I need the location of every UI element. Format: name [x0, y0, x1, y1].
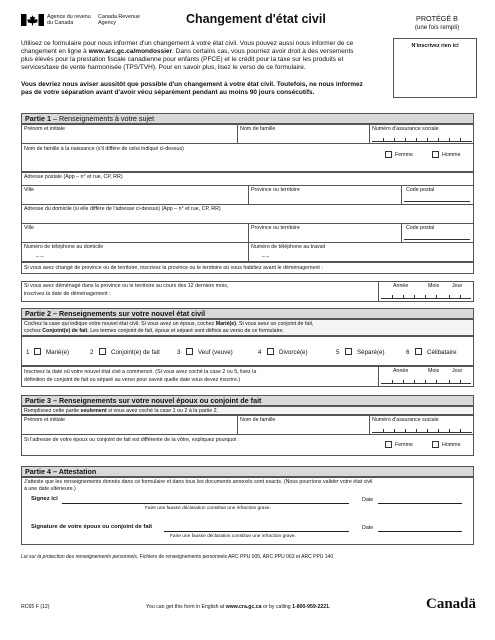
spouse-address-label: Si l'adresse de votre époux ou conjoint de fait est différente de la vôtre, expliquez pourquoi :: [24, 437, 240, 443]
part1-heading: Partie 1 – Renseignements à votre sujet: [21, 113, 474, 124]
female-label: Femme: [395, 152, 413, 158]
false-statement-2: Faire une fausse déclaration constitue une infraction grave.: [170, 534, 296, 539]
last-name-label: Nom de famille: [240, 126, 276, 132]
status-date-label-2: définition de conjoint de fait ou séparé au verso pour savoir quelle date vous devez inscrire.): [24, 377, 241, 383]
married-label: Marié(e): [46, 349, 70, 356]
part2-instructions: Cochez la case qui indique votre nouvel état civil. Si vous avez un époux, cochez Marié(e). Si vous avez un conjoint de fait, cochez Conjoint(e) de fait. Les termes conjoint de fait, époux et séparé sont définis au verso de ce formulaire.: [21, 319, 474, 336]
canada-flag-icon: [21, 14, 44, 26]
separated-checkbox[interactable]: [345, 348, 352, 355]
spouse-male-label: Homme: [442, 442, 461, 448]
notice-paragraph: Vous devriez nous aviser aussitôt que possible d'un changement à votre état civil. Toutefois, ne nous informez pas de votre séparation avant d'avoir vécu séparément pendant au moins 90 jours consécutifs.: [21, 81, 363, 96]
privacy-notice: Loi sur la protection des renseignements personnels, Fichiers de renseignements personnels ARC PPU 005, ARC PPU 063 et ARC PPU 140: [21, 554, 334, 560]
spouse-sin-input[interactable]: [372, 423, 472, 433]
status-year-label: Année: [393, 368, 409, 374]
option-1-number: 1: [26, 349, 30, 356]
province2-input[interactable]: [250, 231, 399, 240]
province-change-label: Si vous avez changé de province ou de territoire, inscrivez la province ou le territoire où vous habitiez avant le déménagement :: [24, 265, 323, 271]
widowed-checkbox[interactable]: [186, 348, 193, 355]
home-phone-label: Numéro de téléphone au domicile: [24, 244, 104, 250]
postal-code2-label: Code postal: [406, 225, 435, 231]
divorced-label: Divorcé(e): [279, 349, 308, 356]
home-phone-input[interactable]: _ _: [36, 252, 44, 258]
signature-line[interactable]: [62, 503, 349, 504]
spouse-first-name-label: Prénom et initiale: [24, 417, 65, 423]
province2-label: Province ou territoire: [251, 225, 300, 231]
spouse-sin-label: Numéro d'assurance sociale: [372, 417, 439, 423]
page-title: Changement d'état civil: [186, 12, 326, 26]
province-input[interactable]: [250, 193, 399, 202]
province-label: Province ou territoire: [251, 187, 300, 193]
spouse-date-line[interactable]: [378, 531, 462, 532]
date2-label: Date: [362, 525, 374, 531]
married-checkbox[interactable]: [34, 348, 41, 355]
attest-line-2: à une date ultérieure.): [24, 486, 76, 492]
canada-wordmark: Canadä: [426, 596, 477, 612]
city-label: Ville: [24, 187, 34, 193]
separated-label: Séparé(e): [357, 349, 385, 356]
last-name-input[interactable]: [239, 132, 367, 141]
part3-heading: Partie 3 – Renseignements sur votre nouvel époux ou conjoint de fait: [21, 395, 474, 406]
city2-label: Ville: [24, 225, 34, 231]
postal-code-label: Code postal: [406, 187, 435, 193]
status-day-label: Jour: [452, 368, 463, 374]
city2-input[interactable]: [23, 231, 246, 240]
signature-date-line[interactable]: [378, 503, 462, 504]
option-5-number: 5: [336, 349, 340, 356]
spouse-address-input[interactable]: [23, 444, 368, 454]
date-label: Date: [362, 497, 374, 503]
option-3-number: 3: [177, 349, 181, 356]
marital-status-options: [21, 336, 474, 366]
first-name-input[interactable]: [23, 132, 235, 141]
do-not-write-label: N'inscrivez rien ici: [411, 43, 459, 49]
office-use-box: [393, 38, 477, 98]
moved-label-1: Si vous avez déménagé dans la province ou le territoire au cours des 12 derniers mois,: [24, 283, 229, 289]
moved-label-2: inscrivez la date de déménagement :: [24, 291, 111, 297]
part3-instructions: Remplissez cette partie seulement si vous avez coché la case 1 ou 2 à la partie 2.: [21, 406, 474, 415]
city-input[interactable]: [23, 193, 246, 202]
spouse-female-label: Femme: [395, 442, 413, 448]
spouse-last-name-label: Nom de famille: [240, 417, 276, 423]
sign-here-label: Signez ici: [31, 496, 58, 502]
move-month-label: Mois: [428, 283, 440, 289]
postal-address-label: Adresse postale (App – n° et rue, CP, RR): [24, 174, 123, 180]
work-phone-label: Numéro de téléphone au travail: [251, 244, 325, 250]
option-2-number: 2: [90, 349, 94, 356]
english-url[interactable]: www.cra.gc.ca: [225, 604, 262, 610]
protected-label: PROTÉGÉ B: [416, 14, 458, 23]
common-law-checkbox[interactable]: [99, 348, 106, 355]
spouse-last-name-input[interactable]: [239, 423, 367, 432]
postal-code-input[interactable]: [404, 193, 470, 202]
birth-name-input[interactable]: [23, 153, 368, 162]
form-number: RC65 F (12): [21, 604, 50, 610]
postal-code2-input[interactable]: [404, 231, 470, 240]
move-year-label: Année: [393, 283, 409, 289]
spouse-female-checkbox[interactable]: [385, 441, 392, 448]
common-law-label: Conjoint(e) de fait: [111, 349, 160, 356]
part2-heading: Partie 2 – Renseignements sur votre nouvel état civil: [21, 308, 474, 319]
home-address-label: Adresse du domicile (si elle diffère de l'adresse ci-dessus) (App – n° et rue, CP, RR): [24, 206, 221, 212]
sin-input[interactable]: [372, 132, 472, 142]
spouse-male-checkbox[interactable]: [432, 441, 439, 448]
false-statement-1: Faire une fausse déclaration constitue une infraction grave.: [145, 506, 271, 511]
online-url[interactable]: www.arc.gc.ca/mondossier: [88, 47, 173, 55]
move-date-input[interactable]: [381, 291, 471, 299]
female-checkbox[interactable]: [385, 151, 392, 158]
option-6-number: 6: [406, 349, 410, 356]
status-month-label: Mois: [428, 368, 440, 374]
home-address-input[interactable]: [23, 213, 472, 222]
agency-name-fr: Agence du revenu du Canada: [47, 14, 91, 27]
male-label: Homme: [442, 152, 461, 158]
protected-sub-label: (une fois rempli): [414, 24, 460, 31]
move-day-label: Jour: [452, 283, 463, 289]
birth-name-label: Nom de famille à la naissance (s'il diffère de celui indiqué ci-dessus): [24, 146, 184, 152]
spouse-first-name-input[interactable]: [23, 423, 235, 432]
status-date-label-1: Inscrivez la date où votre nouvel état civil a commencé. (Si vous avez coché la case 2 ou 5, lisez la: [24, 369, 257, 375]
agency-name-en: Canada Revenue Agency: [98, 14, 140, 27]
first-name-label: Prénom et initiale: [24, 126, 65, 132]
work-phone-input[interactable]: _ _: [262, 252, 270, 258]
status-date-input[interactable]: [381, 376, 471, 384]
intro-paragraph: Utilisez ce formulaire pour nous informer d'un changement à votre état civil. Vous pouvez aussi nous informer de ce changement en ligne à www.arc.gc.ca/mondossier. Dans certains cas, vous pourriez avoir droit à des versements plus élevés pour la prestation fiscale canadienne pour enfants (PFCE) et le crédit pour la taxe sur les produits et services/taxe de vente harmonisée (TPS/TVH). Pour en savoir plus, lisez le verso de ce formulaire.: [21, 40, 354, 71]
english-version-note: You can get this form in English at www.cra.gc.ca or by calling 1-800-959-2221.: [146, 604, 331, 610]
part4-heading: Partie 4 – Attestation: [21, 466, 474, 477]
spouse-signature-line[interactable]: [164, 531, 349, 532]
province-change-box[interactable]: [21, 262, 474, 274]
sin-label: Numéro d'assurance sociale: [372, 126, 439, 132]
spouse-sign-label: Signature de votre époux ou conjoint de fait: [31, 524, 153, 530]
male-checkbox[interactable]: [432, 151, 439, 158]
widowed-label: Veuf (veuve): [198, 349, 233, 356]
divorced-checkbox[interactable]: [267, 348, 274, 355]
attest-line-1: J'atteste que les renseignements donnés dans ce formulaire et dans tous les documents annexés sont exacts. (Nous pourrions valider votre état civil: [24, 479, 373, 485]
single-checkbox[interactable]: [415, 348, 422, 355]
single-label: Célibataire: [427, 349, 457, 356]
option-4-number: 4: [258, 349, 262, 356]
